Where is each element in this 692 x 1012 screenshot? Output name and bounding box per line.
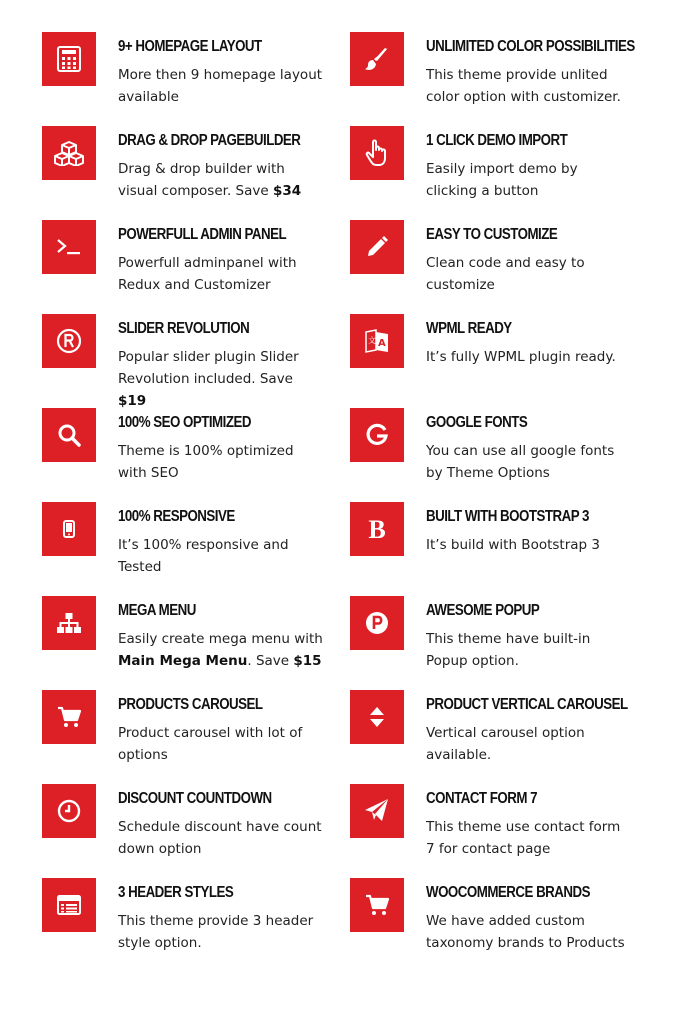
- feature-title: 1 CLICK DEMO IMPORT: [426, 132, 568, 149]
- feature-title: MEGA MENU: [118, 602, 196, 619]
- paper-plane-icon: [350, 784, 404, 838]
- feature-title: BUILT WITH BOOTSTRAP 3: [426, 508, 589, 525]
- svg-text:文: 文: [368, 336, 376, 345]
- feature-description: You can use all google fonts by Theme Options: [426, 443, 615, 481]
- bootstrap-icon: [350, 502, 404, 556]
- feature-responsive: [42, 502, 342, 592]
- feature-demo-import: [350, 126, 650, 216]
- svg-text:A: A: [378, 338, 386, 349]
- feature-description: Easily create mega menu with Main Mega Menu. Save $15: [118, 631, 323, 669]
- google-icon: [350, 408, 404, 462]
- feature-title: DRAG & DROP PAGEBUILDER: [118, 132, 301, 149]
- feature-title: WPML READY: [426, 320, 512, 337]
- mobile-icon: [42, 502, 96, 556]
- feature-mega-menu: [42, 596, 342, 686]
- feature-title: CONTACT FORM 7: [426, 790, 538, 807]
- feature-google-fonts: [350, 408, 650, 498]
- feature-description: This theme have built-in Popup option.: [426, 631, 591, 669]
- feature-title: EASY TO CUSTOMIZE: [426, 226, 558, 243]
- feature-title: WOOCOMMERCE BRANDS: [426, 884, 591, 901]
- hand-pointer-icon: [350, 126, 404, 180]
- paintbrush-icon: [350, 32, 404, 86]
- feature-pagebuilder: [42, 126, 342, 216]
- svg-text:B: B: [368, 516, 386, 542]
- popup-icon: [350, 596, 404, 650]
- feature-description: We have added custom taxonomy brands to Products: [426, 913, 625, 951]
- pencil-icon: [350, 220, 404, 274]
- feature-wpml: [350, 314, 650, 404]
- feature-seo: [42, 408, 342, 498]
- feature-products-carousel: [42, 690, 342, 780]
- terminal-icon: [42, 220, 96, 274]
- feature-title: 3 HEADER STYLES: [118, 884, 234, 901]
- feature-description: Schedule discount have count down option: [118, 819, 322, 857]
- feature-description: This theme provide 3 header style option.: [118, 913, 314, 951]
- feature-title: UNLIMITED COLOR POSSIBILITIES: [426, 38, 635, 55]
- feature-easy-customize: [350, 220, 650, 310]
- cart-icon: [350, 878, 404, 932]
- feature-bootstrap: [350, 502, 650, 592]
- feature-description: Product carousel with lot of options: [118, 725, 303, 763]
- feature-woocommerce-brands: [350, 878, 650, 968]
- feature-popup: [350, 596, 650, 686]
- feature-description: Powerfull adminpanel with Redux and Customizer: [118, 255, 297, 293]
- feature-admin-panel: [42, 220, 342, 310]
- cart-icon: [42, 690, 96, 744]
- feature-title: POWERFULL ADMIN PANEL: [118, 226, 287, 243]
- translate-icon: [350, 314, 404, 368]
- feature-title: PRODUCTS CAROUSEL: [118, 696, 263, 713]
- feature-description: Clean code and easy to customize: [426, 255, 585, 293]
- browser-icon: [42, 878, 96, 932]
- feature-description: More then 9 homepage layout available: [118, 67, 323, 105]
- feature-title: 100% RESPONSIVE: [118, 508, 235, 525]
- feature-description: Easily import demo by clicking a button: [426, 161, 578, 199]
- feature-homepage-layout: [42, 32, 342, 122]
- feature-slider-revolution: [42, 314, 342, 409]
- registered-icon: [42, 314, 96, 368]
- feature-description: Theme is 100% optimized with SEO: [118, 443, 294, 481]
- feature-title: DISCOUNT COUNTDOWN: [118, 790, 272, 807]
- cubes-icon: [42, 126, 96, 180]
- feature-description: This theme use contact form 7 for contact page: [426, 819, 621, 857]
- feature-title: SLIDER REVOLUTION: [118, 320, 250, 337]
- feature-description: It’s build with Bootstrap 3: [426, 537, 600, 553]
- feature-description: Vertical carousel option available.: [426, 725, 585, 763]
- feature-color-possibilities: [350, 32, 650, 122]
- feature-title: 100% SEO OPTIMIZED: [118, 414, 251, 431]
- feature-description: Drag & drop builder with visual composer. Save $34: [118, 161, 302, 199]
- feature-title: PRODUCT VERTICAL CAROUSEL: [426, 696, 628, 713]
- clock-icon: [42, 784, 96, 838]
- feature-header-styles: [42, 878, 342, 968]
- calculator-icon: [42, 32, 96, 86]
- search-icon: [42, 408, 96, 462]
- feature-title: 9+ HOMEPAGE LAYOUT: [118, 38, 262, 55]
- sort-icon: [350, 690, 404, 744]
- feature-discount-countdown: [42, 784, 342, 874]
- feature-vertical-carousel: [350, 690, 650, 780]
- feature-title: GOOGLE FONTS: [426, 414, 528, 431]
- sitemap-icon: [42, 596, 96, 650]
- feature-description: This theme provide unlited color option with customizer.: [426, 67, 621, 105]
- feature-description: Popular slider plugin Slider Revolution included. Save $19: [118, 349, 299, 409]
- feature-description: It’s fully WPML plugin ready.: [426, 349, 616, 365]
- feature-contact-form: [350, 784, 650, 874]
- feature-title: AWESOME POPUP: [426, 602, 540, 619]
- feature-description: It’s 100% responsive and Tested: [118, 537, 289, 575]
